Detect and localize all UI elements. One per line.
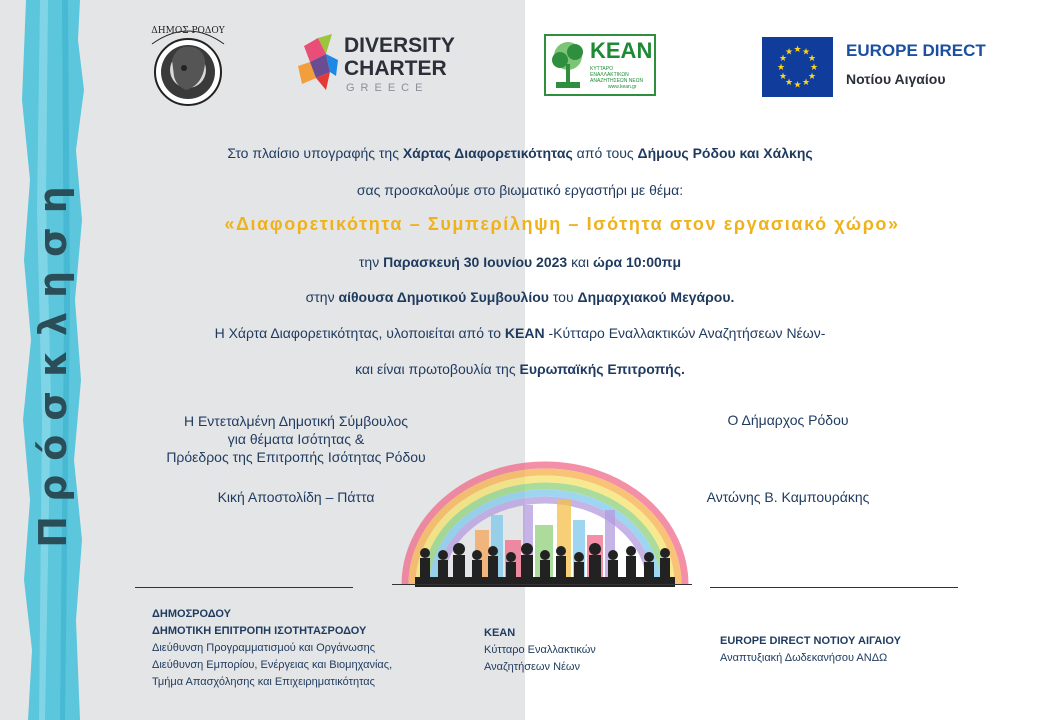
svg-text:★: ★	[776, 63, 786, 73]
europe-direct-title: EUROPE DIRECT	[846, 41, 986, 60]
left-signatory-name: Κική Αποστολίδη – Πάττα	[217, 489, 375, 505]
text: του	[548, 289, 578, 305]
venue-building: Δημαρχιακού Μεγάρου.	[577, 289, 735, 305]
diversity-line1: DIVERSITY	[344, 34, 455, 57]
invitation-vertical-title: Πρόσκληση	[31, 172, 75, 548]
footer-col1-l4: Διεύθυνση Εμπορίου, Ενέργειας και Βιομηχανίας,	[152, 659, 393, 671]
text: στην	[305, 289, 339, 305]
left-signatory-role	[166, 412, 425, 466]
text: -Κύτταρο Εναλλακτικών Αναζητήσεων Νέων-	[544, 325, 826, 341]
event-date: Παρασκευή 30 Ιουνίου 2023	[383, 254, 568, 270]
tree-icon	[548, 38, 588, 94]
municipality-rhodes-logo	[138, 20, 238, 110]
initiative-line	[0, 361, 1040, 377]
diversity-charter-wordmark	[344, 34, 455, 80]
diversity-charter-logo	[296, 28, 456, 100]
diversity-line2: CHARTER	[344, 57, 447, 80]
footer-municipality	[152, 606, 392, 691]
footer-col2-l1: ΚΕΑΝ	[484, 627, 516, 639]
europe-direct-region: Νοτίου Αιγαίου	[846, 71, 946, 87]
diversity-charter-icon	[296, 32, 342, 98]
kean-subtitle: ΚΥΤΤΑΡΟ ΕΝΑΛΛΑΚΤΙΚΩΝ ΑΝΑΖΗΤΗΣΕΩΝ ΝΕΩΝ	[590, 66, 644, 84]
footer-col2-l3: Αναζητήσεων Νέων	[484, 661, 581, 673]
kean-term: ΚΕΑΝ	[504, 325, 545, 341]
left-role-line1: Η Εντεταλμένη Δημοτική Σύμβουλος	[183, 413, 409, 429]
svg-text:★: ★	[784, 47, 794, 58]
text: και	[567, 254, 594, 270]
venue-line	[0, 289, 1040, 305]
footer-col3-l2: Αναπτυξιακή Δωδεκανήσου ΑΝΔΩ	[720, 652, 888, 664]
rainbow-city-illustration	[395, 445, 695, 590]
kean-logo	[544, 34, 656, 96]
svg-text:★: ★	[801, 78, 811, 88]
svg-text:★: ★	[793, 45, 802, 55]
footer-col1-l5: Τμήμα Απασχόλησης και Επιχειρηματικότητας	[152, 676, 375, 688]
eu-flag-icon	[762, 37, 833, 97]
left-role-line2: για θέματα Ισότητας &	[227, 431, 365, 447]
right-signatory-role: Ο Δήμαρχος Ρόδου	[727, 412, 849, 428]
date-line	[0, 254, 1040, 270]
svg-text:★: ★	[778, 54, 788, 64]
intro-line-2: σας προσκαλούμε στο βιωματικό εργαστήρι με θέμα:	[356, 182, 684, 198]
svg-text:★: ★	[809, 63, 819, 73]
svg-text:★: ★	[784, 78, 794, 88]
footer-col2-l2: Κύτταρο Εναλλακτικών	[484, 644, 596, 656]
kean-line	[0, 325, 1040, 341]
svg-text:★: ★	[793, 80, 802, 91]
text: Η Χάρτα Διαφορετικότητας, υλοποιείται από το	[214, 325, 505, 341]
venue-room: αίθουσα Δημοτικού Συμβουλίου	[338, 289, 549, 305]
workshop-title: «Διαφορετικότητα – Συμπερίληψη – Ισότητα στον εργασιακό χώρο»	[224, 214, 900, 234]
text: από τους	[572, 145, 638, 161]
footer-col1-l3: Διεύθυνση Προγραμματισμού και Οργάνωσης	[152, 642, 376, 654]
text: Στο πλαίσιο υπογραφής της	[227, 145, 403, 161]
european-commission-term: Ευρωπαϊκής Επιτροπής.	[519, 361, 685, 377]
right-signatory-name: Αντώνης Β. Καμπουράκης	[706, 489, 870, 505]
footer-col3-l1: EUROPE DIRECT ΝΟΤΙΟΥ ΑΙΓΑΙΟΥ	[720, 635, 902, 647]
intro-line-1	[0, 145, 1040, 161]
diversity-charter-term: Χάρτας Διαφορετικότητας	[402, 145, 573, 161]
footer-kean	[484, 625, 596, 676]
text: και είναι πρωτοβουλία της	[355, 361, 520, 377]
diversity-greece-label: GREECE	[346, 82, 429, 94]
svg-text:★: ★	[807, 72, 817, 82]
kean-title: ΚΕΑΝ	[590, 38, 653, 63]
europe-direct-logo	[762, 37, 987, 97]
svg-text:ΔΗΜΟΣ ΡΟΔΟΥ: ΔΗΜΟΣ ΡΟΔΟΥ	[151, 26, 225, 36]
left-role-line3: Πρόεδρος της Επιτροπής Ισότητας Ρόδου	[166, 449, 426, 465]
svg-text:★: ★	[801, 47, 811, 58]
svg-text:★: ★	[778, 72, 788, 82]
footer-europe-direct	[720, 633, 901, 667]
event-time: ώρα 10:00πμ	[593, 254, 682, 270]
left-signature-line	[135, 587, 353, 588]
kean-url: www.kean.gr	[608, 84, 637, 90]
footer-col1-l1: ΔΗΜΟΣΡΟΔΟΥ	[152, 608, 231, 620]
right-signature-line	[710, 587, 958, 588]
footer-col1-l2: ΔΗΜΟΤΙΚΗ ΕΠΙΤΡΟΠΗ ΙΣΟΤΗΤΑΣΡΟΔΟΥ	[152, 625, 367, 637]
svg-text:★: ★	[807, 54, 817, 64]
municipalities-term: Δήμους Ρόδου και Χάλκης	[637, 145, 813, 161]
text: την	[358, 254, 384, 270]
center-signature-line	[392, 584, 692, 585]
